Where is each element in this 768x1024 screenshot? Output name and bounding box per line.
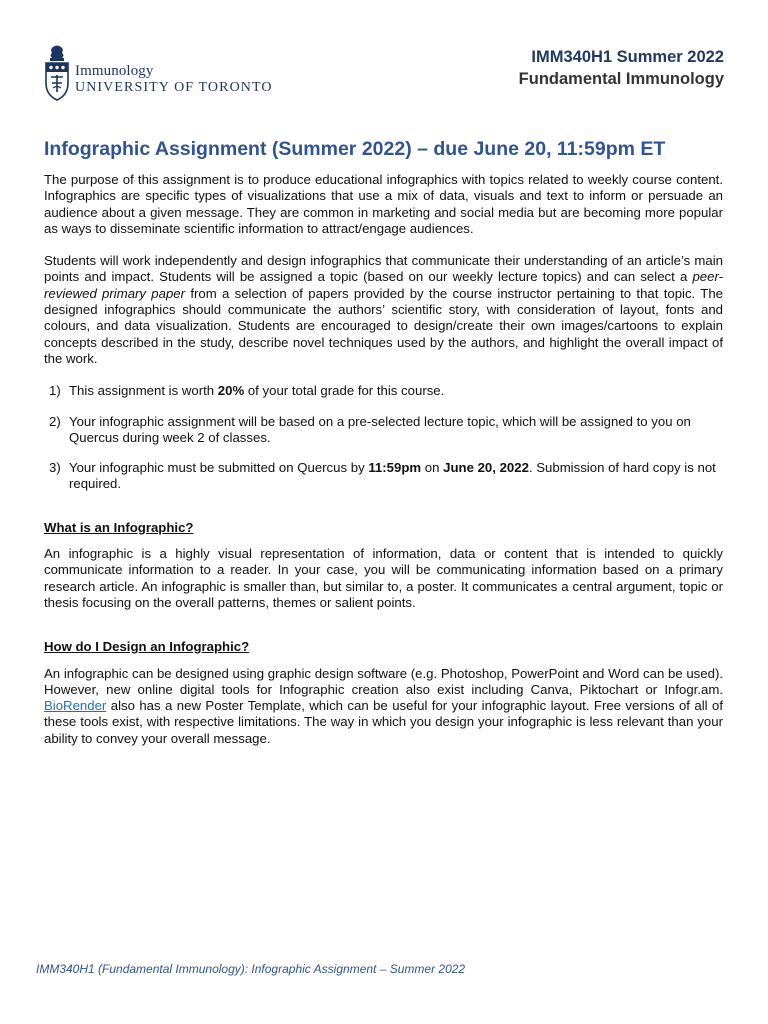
- intro-paragraph: The purpose of this assignment is to produce educational infographics with topics related to weekly course content. Infographics are specific types of visualizations that use a mix of data, visuals and text to inform or persuade an audience about a given message. They are common in marketing and social media but are becoming more popular as ways to disseminate scientific information to attract/engage audiences.: [44, 172, 723, 236]
- page-header: [44, 44, 724, 104]
- task-text-part1: Students will work independently and design infographics that communicate their understanding of an article’s main points and impact. Students will be assigned a topic (based on our weekly lecture topics) and can select a: [44, 253, 723, 285]
- task-paragraph: [44, 253, 723, 367]
- list-item-text: . Submission of hard copy is not required.: [69, 460, 716, 492]
- due-time: 11:59pm: [368, 460, 422, 476]
- logo-department-name: Immunology: [75, 63, 154, 79]
- document-body: [44, 172, 723, 763]
- list-item-text: Your infographic must be submitted on Quercus by: [69, 460, 369, 476]
- how-to-paragraph: [44, 666, 723, 747]
- list-item-text: on: [421, 460, 444, 476]
- course-code: IMM340H1 Summer 2022: [531, 48, 724, 66]
- assignment-title: Infographic Assignment (Summer 2022) – due June 20, 11:59pm ET: [44, 138, 666, 160]
- course-name: Fundamental Immunology: [518, 70, 724, 88]
- list-item-number: 2): [49, 413, 61, 429]
- page-footer: IMM340H1 (Fundamental Immunology): Infographic Assignment – Summer 2022: [36, 962, 466, 976]
- grade-weight: 20%: [217, 383, 245, 399]
- logo-university-name: UNIVERSITY OF TORONTO: [75, 80, 273, 95]
- list-item: [44, 460, 723, 493]
- task-text-part2: from a selection of papers provided by the course instructor pertaining to that topic. The designed infographics should communicate the authors’ scientific story, with consideration of layout, fonts and colours, and data visualization. Students are encouraged to design/create their own images/cartoons to explain concepts described in the study, describe novel techniques used by the authors, and highlight the overall impact of the work.: [44, 285, 723, 366]
- university-crest-icon: [44, 45, 70, 101]
- list-item-text: This assignment is worth: [69, 383, 218, 399]
- list-item-text: Your infographic assignment will be based on a pre-selected lecture topic, which will be assigned to you on Quercus during week 2 of classes.: [69, 413, 691, 445]
- biorender-link[interactable]: BioRender: [44, 698, 107, 714]
- list-item-number: 1): [49, 383, 61, 399]
- university-logo: [44, 44, 294, 104]
- section-heading-how-to: How do I Design an Infographic?: [44, 639, 250, 655]
- section-heading-what-is: What is an Infographic?: [44, 519, 194, 535]
- what-is-paragraph: An infographic is a highly visual representation of information, data or content that is intended to quickly communicate information to a reader. In your case, you will be communicating information based on a primary research article. An infographic is smaller than, but similar to, a poster. It communicates a central argument, topic or thesis focusing on the overall patterns, themes or salient points.: [44, 546, 723, 610]
- how-to-text-part1: An infographic can be designed using graphic design software (e.g. Photoshop, PowerPoint and Word can be used). However, new online digital tools for Infographic creation also exist including Canva, Piktochart or Infogr.am.: [44, 665, 723, 697]
- course-info: [519, 46, 724, 90]
- requirements-list: [44, 383, 723, 492]
- task-emphasis: peer-reviewed primary paper: [44, 269, 723, 301]
- how-to-text-part2: also has a new Poster Template, which can be useful for your infographic layout. Free versions of all of these tools exist, with respective limitations. The way in which you design your infographic is less relevant than your ability to convey your overall message.: [44, 698, 723, 746]
- list-item-number: 3): [49, 460, 61, 476]
- due-date: June 20, 2022: [443, 460, 529, 476]
- list-item-text: of your total grade for this course.: [244, 383, 445, 399]
- list-item: [44, 414, 723, 447]
- list-item: [44, 383, 723, 399]
